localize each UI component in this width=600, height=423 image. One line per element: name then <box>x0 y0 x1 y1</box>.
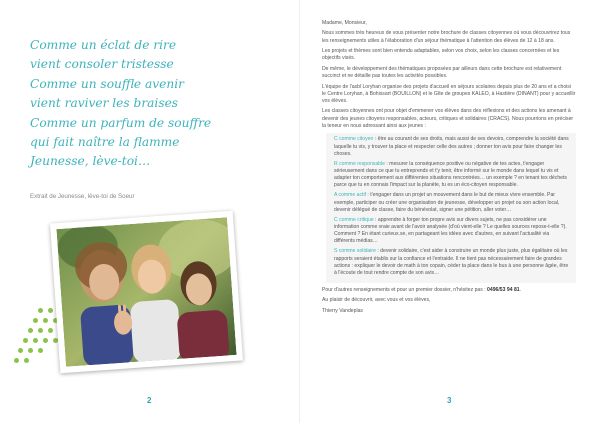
signature: Thierry Vandeplas <box>322 307 363 314</box>
value-text: : apprendre à forger ton propre avis sur divers sujets, ne pas considérer une information comme vraie avant de l'avoir analysée (d'où vient-elle ? Le quelles sources repose-t-elle ?). Comment ? En étant curieux.se, en partageant les idées avec d'autres, en suivant l'actualité via différents médias… <box>334 216 567 245</box>
poem-line: Jeunesse, lève-toi… <box>30 154 151 169</box>
poem-credit: Extrait de Jeunesse, lève-toi de Soeur <box>30 193 135 200</box>
contact-line <box>322 287 576 294</box>
poem-line: vient consoler tristesse <box>30 57 174 72</box>
page-number-right: 3 <box>447 396 452 405</box>
poem-line: Comme un parfum de souffre <box>30 115 212 130</box>
value-item <box>334 136 570 158</box>
value-text: : devenir solidaire, c'est aider à construire un monde plus juste, plus égalitaire où les rapports seraient établis sur la confiance et l'entraide. Il ne tient pas nécessairement faire de grandes actions : expliquer le devoir de math à ton copain, céder ta place dans le bus à une personne âgée, être à l'écoute de tout rendre compte de son avis… <box>334 248 569 276</box>
value-item <box>334 217 570 246</box>
greeting: Madame, Monsieur, <box>322 20 367 26</box>
cracs-values-block <box>326 133 576 282</box>
letter-paragraph: Les classes citoyennes ont pour objet d'emmener vos élèves dans des réflexions et des actions les amenant à devenir des jeunes citoyens responsables, acteurs, critiques et solidaires (CRACS). Nous pourrions en préciser la teneur en nous adressant ainsi aux jeunes : <box>322 108 574 129</box>
poem-line: vient raviver les braises <box>30 96 179 111</box>
value-term: A comme actif <box>334 192 366 199</box>
value-item <box>334 192 570 214</box>
value-term: R comme responsable <box>334 160 385 167</box>
closing: Au plaisir de découvrir, avec vous et vos élèves, <box>322 297 431 304</box>
value-term: C comme critique <box>334 216 374 223</box>
letter <box>322 20 576 318</box>
value-item <box>334 161 570 190</box>
value-term: S comme solidaire <box>334 248 376 255</box>
value-text: : t'engager dans un projet un mouvement dans le but de mieux vivre ensemble. Par exemple, participer ou créer une organisation de jeunesse, développer un projet ou son action local, devenir délégué de classe, faire du bénévolat, signer une pétition, aller voter… <box>334 192 560 213</box>
letter-paragraph: L'équipe de l'asbl Loryhan organise des projets d'accueil en séjours scolaires depuis plus de 20 ans et a choisi le Centre Loryhan, à Bohissart (BOUILLON) et le Gîte de groupes KALEO, à Hastière (DINANT) pour y accueillir vos élèves. <box>322 83 576 104</box>
letter-paragraph: Les projets et thèmes sont bien entendu adaptables, selon vos choix, selon les classes concernées et les objectifs visés. <box>322 48 560 62</box>
letter-paragraph: De même, le développement des thématiques proposées par ailleurs dans cette brochure est relativement succinct et ne détaille pas toutes les activités possibles. <box>322 65 562 80</box>
poem <box>30 36 280 172</box>
phone-number: 0496/53 94 81 <box>487 286 520 293</box>
contact-text: Pour d'autres renseignements et pour un premier dossier, n'hésitez pas : <box>322 286 488 293</box>
value-term: C comme citoyen <box>334 136 374 143</box>
value-item <box>334 248 570 277</box>
value-text: : mesurer la conséquence positive ou négative de tes actes, t'engager sérieusement dans ce que tu entreprends et t'y tenir, être informé sur le monde dans lequel tu vis et adapter ton comportement aux différentes situations rencontrées… un exemple ? en tenant tes déchets parce que tu en connais l'impact sur la planète, tu es un éco-citoyen responsable. <box>334 160 567 189</box>
letter-paragraph: Nous sommes très heureux de vous présenter notre brochure de classes citoyennes où vous découvrirez tous les renseignements utiles à l'élaboration d'un séjour thématique à l'attention des élèves de 12 à 18 ans. <box>322 30 571 44</box>
right-page <box>300 0 600 423</box>
poem-line: qui fait naître la flamme <box>30 135 180 150</box>
group-photo <box>50 211 243 373</box>
poem-line: Comme un éclat de rire <box>30 38 177 52</box>
contact-end: . <box>519 286 522 293</box>
page-number-left: 2 <box>147 396 152 405</box>
poem-line: Comme un souffle avenir <box>30 76 184 91</box>
value-text: : être au courant de ses droits, mais aussi de ses devoirs, comprendre la société dans laquelle tu vis, y trouver ta place et respecter celle des autres ; donner ton avis pour faire changer les choses. <box>334 136 569 157</box>
group-photo-image <box>56 217 236 367</box>
